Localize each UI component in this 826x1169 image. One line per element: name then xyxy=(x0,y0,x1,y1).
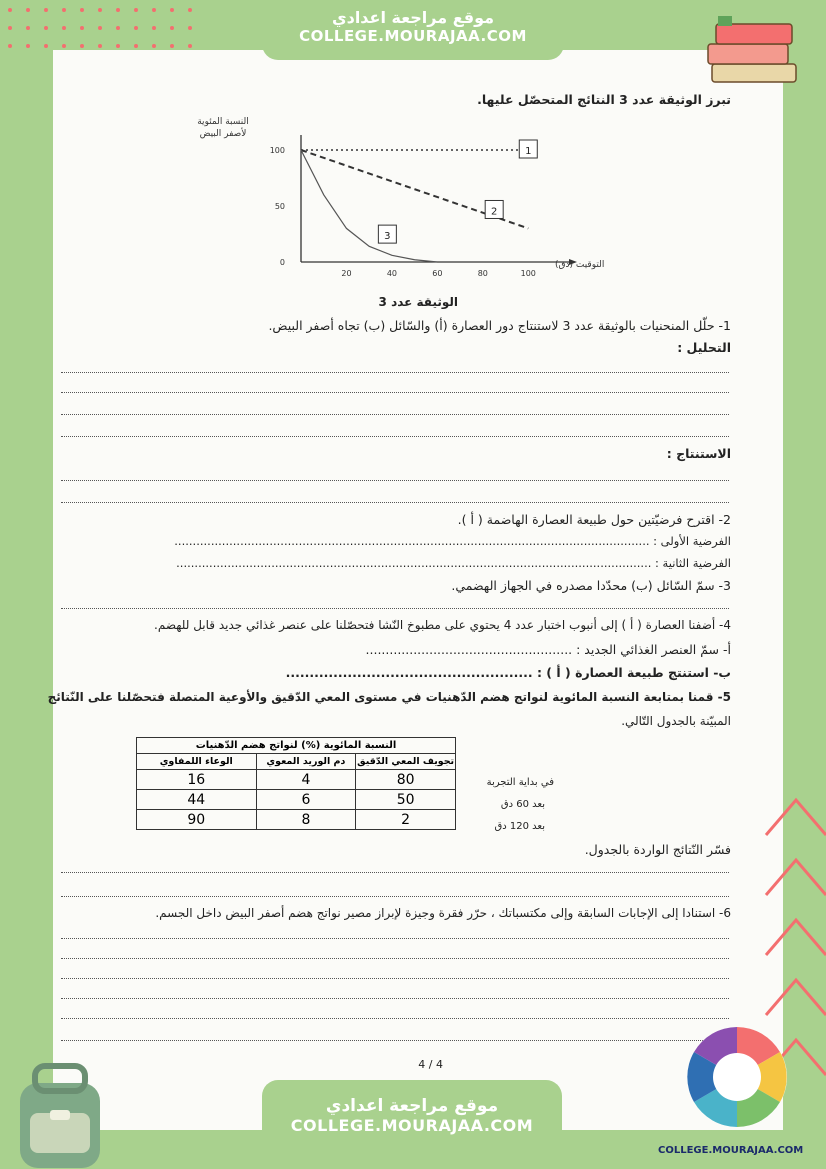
x-tick-label: 60 xyxy=(432,269,443,278)
results-table xyxy=(136,737,456,830)
table-cell: 8 xyxy=(256,810,356,830)
colorful-wheel-icon xyxy=(682,1022,792,1132)
table-cell: 80 xyxy=(356,770,456,790)
answer-line[interactable] xyxy=(61,1018,729,1019)
table-row xyxy=(137,770,456,790)
x-tick-label: 80 xyxy=(477,269,488,278)
table-cell: 16 xyxy=(137,770,257,790)
question-3: 3- سمّ السّائل (ب) محدّدا مصدره في الجهاز الهضمي. xyxy=(451,578,731,593)
question-6: 6- استنادا إلى الإجابات السابقة وإلى مكتسباتك ، حرّر فقرة وجيزة لإبراز مصير نواتج هضم أصفر البيض داخل الجسم. xyxy=(155,906,731,920)
site-logo xyxy=(658,1022,806,1156)
analysis-label: التحليل : xyxy=(677,340,731,355)
answer-line[interactable] xyxy=(61,608,729,609)
table-cell: 44 xyxy=(137,790,257,810)
chart-ylabel-line2: لأصفر البيض xyxy=(199,129,247,139)
chart-document-3 xyxy=(193,112,613,322)
table-header-main: النسبة المائوية (%) لنواتج هضم الدّهنيات xyxy=(137,738,456,754)
answer-line[interactable] xyxy=(61,1040,729,1041)
question-4a[interactable]: أ- سمّ العنصر الغذائي الجديد : .................................................... xyxy=(365,642,731,657)
y-tick-label: 100 xyxy=(269,146,285,155)
table-row-label: بعد 60 دق xyxy=(500,799,545,810)
backpack-icon xyxy=(5,1058,115,1168)
document-page xyxy=(47,50,783,1130)
question-5-explain: فسّر النّتائج الواردة بالجدول. xyxy=(584,842,731,857)
chart-xlabel: التوقيت (دق) xyxy=(555,260,605,270)
answer-line[interactable] xyxy=(61,872,729,873)
table-cell: 6 xyxy=(256,790,356,810)
table-cell: 90 xyxy=(137,810,257,830)
table-row xyxy=(137,790,456,810)
answer-line[interactable] xyxy=(61,502,729,503)
answer-line[interactable] xyxy=(61,436,729,437)
intro-text: تبرز الوثيقة عدد 3 النتائج المتحصّل عليها. xyxy=(477,92,731,107)
question-5: 5- قمنا بمتابعة النسبة المائوية لنواتج هضم الدّهنيات في مستوى المعي الدّقيق والأوعية المتصلة فتحصّلنا على النّتائج xyxy=(47,690,731,704)
table-col-header: الوعاء اللمفاوي xyxy=(137,754,257,770)
site-banner-top[interactable] xyxy=(262,0,564,60)
table-cell: 2 xyxy=(356,810,456,830)
answer-line[interactable] xyxy=(61,896,729,897)
conclusion-label: الاستنتاج : xyxy=(666,446,731,461)
question-4b[interactable]: ب- استنتج طبيعة العصارة ( أ ) : .................................................... xyxy=(285,665,731,680)
x-tick-label: 20 xyxy=(341,269,352,278)
site-domain[interactable]: COLLEGE.MOURAJAA.COM xyxy=(290,1116,534,1135)
site-banner-bottom[interactable] xyxy=(262,1080,562,1169)
table-col-header: تجويف المعي الدّقيق xyxy=(356,754,456,770)
table-row-label: في بداية التجربة xyxy=(486,777,554,788)
logo-domain: COLLEGE.MOURAJAA.COM xyxy=(658,1145,804,1156)
hypothesis-1[interactable]: الفرضية الأولى : .................................................................................................................................. xyxy=(174,534,731,548)
question-4: 4- أضفنا العصارة ( أ ) إلى أنبوب اختبار عدد 4 يحتوي على مطبوخ النّشا فتحصّلنا على عنصر غذائي جديد قابل للهضم. xyxy=(154,618,731,632)
y-tick-label: 50 xyxy=(274,202,285,211)
table-cell: 4 xyxy=(256,770,356,790)
site-domain[interactable]: COLLEGE.MOURAJAA.COM xyxy=(299,27,527,45)
y-tick-label: 0 xyxy=(279,258,285,267)
answer-line[interactable] xyxy=(61,938,729,939)
table-row xyxy=(137,810,456,830)
series-label: 3 xyxy=(384,231,391,243)
series-label: 1 xyxy=(525,146,532,157)
site-name: موقع مراجعة اعدادي xyxy=(325,1096,499,1116)
site-name: موقع مراجعة اعدادي xyxy=(331,8,495,27)
chart-title: الوثيقة عدد 3 xyxy=(378,295,458,309)
series-line-3 xyxy=(301,150,437,262)
hypothesis-2[interactable]: الفرضية الثانية : .................................................................................................................................. xyxy=(176,556,731,570)
answer-line[interactable] xyxy=(61,480,729,481)
x-tick-label: 100 xyxy=(520,269,536,278)
answer-line[interactable] xyxy=(61,978,729,979)
series-label: 2 xyxy=(490,206,498,218)
answer-line[interactable] xyxy=(61,998,729,999)
page-number: 4 / 4 xyxy=(418,1058,443,1071)
table-row-label: بعد 120 دق xyxy=(494,821,545,832)
books-icon xyxy=(704,14,804,94)
answer-line[interactable] xyxy=(61,414,729,415)
question-1: 1- حلّل المنحنيات بالوثيقة عدد 3 لاستنتاج دور العصارة (أ) والسّائل (ب) تجاه أصفر البيض. xyxy=(268,318,731,333)
answer-line[interactable] xyxy=(61,958,729,959)
x-tick-label: 40 xyxy=(386,269,398,278)
question-2: 2- اقترح فرضيّتين حول طبيعة العصارة الهاضمة ( أ ). xyxy=(457,512,731,527)
table-col-header: دم الوريد المعوي xyxy=(256,754,356,770)
answer-line[interactable] xyxy=(61,372,729,373)
chart-ylabel: النسبة المئوية xyxy=(197,117,249,127)
answer-line[interactable] xyxy=(61,392,729,393)
table-cell: 50 xyxy=(356,790,456,810)
question-5-line2: المبيّنة بالجدول التّالي. xyxy=(621,714,731,728)
